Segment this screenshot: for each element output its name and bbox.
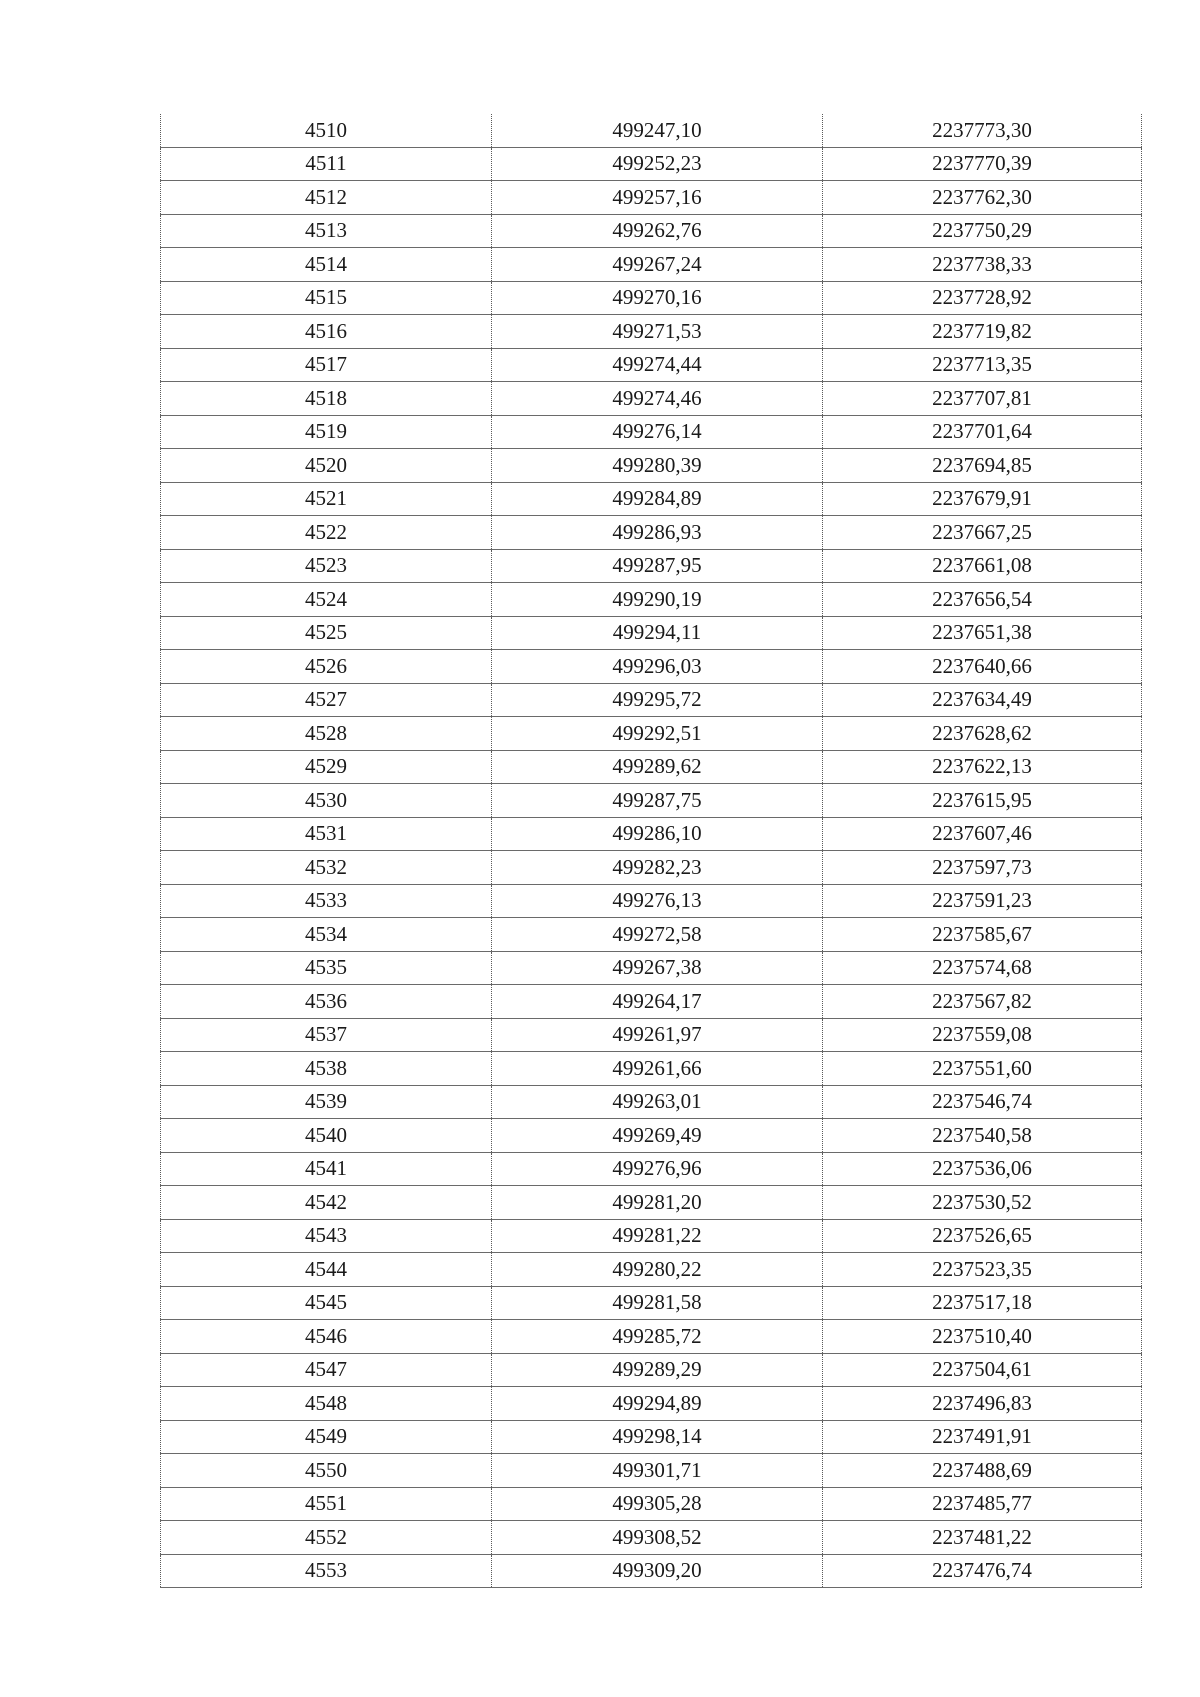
point-number-cell: 4542 — [161, 1186, 492, 1220]
y-coordinate-cell: 2237591,23 — [823, 884, 1142, 918]
table-row — [161, 382, 1142, 416]
point-number-cell: 4540 — [161, 1119, 492, 1153]
table-row — [161, 985, 1142, 1019]
point-number-cell: 4510 — [161, 114, 492, 147]
x-coordinate-cell: 499287,75 — [492, 784, 823, 818]
table-row — [161, 1521, 1142, 1555]
table-row — [161, 147, 1142, 181]
point-number-cell: 4514 — [161, 248, 492, 282]
x-coordinate-cell: 499309,20 — [492, 1554, 823, 1588]
x-coordinate-cell: 499287,95 — [492, 549, 823, 583]
table-row — [161, 449, 1142, 483]
point-number-cell: 4544 — [161, 1253, 492, 1287]
point-number-cell: 4533 — [161, 884, 492, 918]
point-number-cell: 4521 — [161, 482, 492, 516]
y-coordinate-cell: 2237738,33 — [823, 248, 1142, 282]
table-row — [161, 281, 1142, 315]
y-coordinate-cell: 2237496,83 — [823, 1387, 1142, 1421]
x-coordinate-cell: 499295,72 — [492, 683, 823, 717]
x-coordinate-cell: 499272,58 — [492, 918, 823, 952]
x-coordinate-cell: 499261,66 — [492, 1052, 823, 1086]
point-number-cell: 4536 — [161, 985, 492, 1019]
table-row — [161, 482, 1142, 516]
x-coordinate-cell: 499276,14 — [492, 415, 823, 449]
point-number-cell: 4550 — [161, 1454, 492, 1488]
y-coordinate-cell: 2237540,58 — [823, 1119, 1142, 1153]
table-row — [161, 1353, 1142, 1387]
x-coordinate-cell: 499280,22 — [492, 1253, 823, 1287]
table-row — [161, 549, 1142, 583]
y-coordinate-cell: 2237597,73 — [823, 851, 1142, 885]
y-coordinate-cell: 2237762,30 — [823, 181, 1142, 215]
point-number-cell: 4517 — [161, 348, 492, 382]
y-coordinate-cell: 2237491,91 — [823, 1420, 1142, 1454]
x-coordinate-cell: 499294,89 — [492, 1387, 823, 1421]
y-coordinate-cell: 2237476,74 — [823, 1554, 1142, 1588]
x-coordinate-cell: 499296,03 — [492, 650, 823, 684]
table-row — [161, 1286, 1142, 1320]
point-number-cell: 4531 — [161, 817, 492, 851]
table-row — [161, 851, 1142, 885]
table-row — [161, 214, 1142, 248]
y-coordinate-cell: 2237661,08 — [823, 549, 1142, 583]
table-row — [161, 1387, 1142, 1421]
x-coordinate-cell: 499252,23 — [492, 147, 823, 181]
x-coordinate-cell: 499289,62 — [492, 750, 823, 784]
point-number-cell: 4532 — [161, 851, 492, 885]
y-coordinate-cell: 2237679,91 — [823, 482, 1142, 516]
point-number-cell: 4515 — [161, 281, 492, 315]
table-row — [161, 114, 1142, 147]
y-coordinate-cell: 2237530,52 — [823, 1186, 1142, 1220]
x-coordinate-cell: 499289,29 — [492, 1353, 823, 1387]
table-row — [161, 1152, 1142, 1186]
x-coordinate-cell: 499298,14 — [492, 1420, 823, 1454]
point-number-cell: 4528 — [161, 717, 492, 751]
x-coordinate-cell: 499286,93 — [492, 516, 823, 550]
table-row — [161, 817, 1142, 851]
point-number-cell: 4538 — [161, 1052, 492, 1086]
x-coordinate-cell: 499247,10 — [492, 114, 823, 147]
point-number-cell: 4539 — [161, 1085, 492, 1119]
table-row — [161, 1487, 1142, 1521]
x-coordinate-cell: 499286,10 — [492, 817, 823, 851]
x-coordinate-cell: 499261,97 — [492, 1018, 823, 1052]
table-row — [161, 918, 1142, 952]
y-coordinate-cell: 2237719,82 — [823, 315, 1142, 349]
x-coordinate-cell: 499264,17 — [492, 985, 823, 1019]
point-number-cell: 4548 — [161, 1387, 492, 1421]
point-number-cell: 4547 — [161, 1353, 492, 1387]
table-row — [161, 315, 1142, 349]
x-coordinate-cell: 499281,58 — [492, 1286, 823, 1320]
table-row — [161, 616, 1142, 650]
point-number-cell: 4545 — [161, 1286, 492, 1320]
point-number-cell: 4516 — [161, 315, 492, 349]
coordinates-table — [160, 114, 1142, 1588]
point-number-cell: 4549 — [161, 1420, 492, 1454]
point-number-cell: 4520 — [161, 449, 492, 483]
table-row — [161, 1085, 1142, 1119]
table-row — [161, 750, 1142, 784]
y-coordinate-cell: 2237728,92 — [823, 281, 1142, 315]
table-row — [161, 683, 1142, 717]
y-coordinate-cell: 2237701,64 — [823, 415, 1142, 449]
x-coordinate-cell: 499284,89 — [492, 482, 823, 516]
x-coordinate-cell: 499262,76 — [492, 214, 823, 248]
table-row — [161, 583, 1142, 617]
table-row — [161, 348, 1142, 382]
point-number-cell: 4526 — [161, 650, 492, 684]
x-coordinate-cell: 499281,20 — [492, 1186, 823, 1220]
table-row — [161, 784, 1142, 818]
y-coordinate-cell: 2237707,81 — [823, 382, 1142, 416]
y-coordinate-cell: 2237694,85 — [823, 449, 1142, 483]
point-number-cell: 4519 — [161, 415, 492, 449]
table-row — [161, 1320, 1142, 1354]
x-coordinate-cell: 499257,16 — [492, 181, 823, 215]
x-coordinate-cell: 499308,52 — [492, 1521, 823, 1555]
y-coordinate-cell: 2237773,30 — [823, 114, 1142, 147]
y-coordinate-cell: 2237536,06 — [823, 1152, 1142, 1186]
table-row — [161, 717, 1142, 751]
x-coordinate-cell: 499281,22 — [492, 1219, 823, 1253]
y-coordinate-cell: 2237615,95 — [823, 784, 1142, 818]
y-coordinate-cell: 2237551,60 — [823, 1052, 1142, 1086]
y-coordinate-cell: 2237510,40 — [823, 1320, 1142, 1354]
x-coordinate-cell: 499267,24 — [492, 248, 823, 282]
point-number-cell: 4534 — [161, 918, 492, 952]
y-coordinate-cell: 2237481,22 — [823, 1521, 1142, 1555]
y-coordinate-cell: 2237628,62 — [823, 717, 1142, 751]
table-row — [161, 1253, 1142, 1287]
point-number-cell: 4523 — [161, 549, 492, 583]
y-coordinate-cell: 2237574,68 — [823, 951, 1142, 985]
table-row — [161, 1018, 1142, 1052]
point-number-cell: 4543 — [161, 1219, 492, 1253]
point-number-cell: 4553 — [161, 1554, 492, 1588]
x-coordinate-cell: 499276,96 — [492, 1152, 823, 1186]
y-coordinate-cell: 2237567,82 — [823, 985, 1142, 1019]
x-coordinate-cell: 499301,71 — [492, 1454, 823, 1488]
y-coordinate-cell: 2237523,35 — [823, 1253, 1142, 1287]
table-row — [161, 1454, 1142, 1488]
table-row — [161, 1554, 1142, 1588]
y-coordinate-cell: 2237651,38 — [823, 616, 1142, 650]
y-coordinate-cell: 2237770,39 — [823, 147, 1142, 181]
x-coordinate-cell: 499276,13 — [492, 884, 823, 918]
y-coordinate-cell: 2237634,49 — [823, 683, 1142, 717]
y-coordinate-cell: 2237656,54 — [823, 583, 1142, 617]
y-coordinate-cell: 2237607,46 — [823, 817, 1142, 851]
y-coordinate-cell: 2237546,74 — [823, 1085, 1142, 1119]
point-number-cell: 4551 — [161, 1487, 492, 1521]
coordinates-table-body — [161, 114, 1142, 1588]
point-number-cell: 4524 — [161, 583, 492, 617]
table-row — [161, 1420, 1142, 1454]
point-number-cell: 4511 — [161, 147, 492, 181]
point-number-cell: 4525 — [161, 616, 492, 650]
table-row — [161, 415, 1142, 449]
table-row — [161, 1219, 1142, 1253]
table-row — [161, 516, 1142, 550]
y-coordinate-cell: 2237622,13 — [823, 750, 1142, 784]
x-coordinate-cell: 499270,16 — [492, 281, 823, 315]
x-coordinate-cell: 499269,49 — [492, 1119, 823, 1153]
x-coordinate-cell: 499280,39 — [492, 449, 823, 483]
point-number-cell: 4527 — [161, 683, 492, 717]
table-row — [161, 1052, 1142, 1086]
point-number-cell: 4518 — [161, 382, 492, 416]
table-row — [161, 884, 1142, 918]
point-number-cell: 4552 — [161, 1521, 492, 1555]
x-coordinate-cell: 499294,11 — [492, 616, 823, 650]
y-coordinate-cell: 2237713,35 — [823, 348, 1142, 382]
table-row — [161, 181, 1142, 215]
y-coordinate-cell: 2237559,08 — [823, 1018, 1142, 1052]
point-number-cell: 4535 — [161, 951, 492, 985]
y-coordinate-cell: 2237585,67 — [823, 918, 1142, 952]
y-coordinate-cell: 2237517,18 — [823, 1286, 1142, 1320]
table-row — [161, 951, 1142, 985]
table-row — [161, 650, 1142, 684]
x-coordinate-cell: 499292,51 — [492, 717, 823, 751]
x-coordinate-cell: 499263,01 — [492, 1085, 823, 1119]
point-number-cell: 4546 — [161, 1320, 492, 1354]
y-coordinate-cell: 2237504,61 — [823, 1353, 1142, 1387]
x-coordinate-cell: 499267,38 — [492, 951, 823, 985]
table-row — [161, 248, 1142, 282]
table-row — [161, 1119, 1142, 1153]
x-coordinate-cell: 499305,28 — [492, 1487, 823, 1521]
point-number-cell: 4530 — [161, 784, 492, 818]
point-number-cell: 4537 — [161, 1018, 492, 1052]
x-coordinate-cell: 499282,23 — [492, 851, 823, 885]
y-coordinate-cell: 2237667,25 — [823, 516, 1142, 550]
y-coordinate-cell: 2237526,65 — [823, 1219, 1142, 1253]
y-coordinate-cell: 2237485,77 — [823, 1487, 1142, 1521]
table-row — [161, 1186, 1142, 1220]
x-coordinate-cell: 499290,19 — [492, 583, 823, 617]
point-number-cell: 4541 — [161, 1152, 492, 1186]
point-number-cell: 4529 — [161, 750, 492, 784]
x-coordinate-cell: 499274,44 — [492, 348, 823, 382]
y-coordinate-cell: 2237488,69 — [823, 1454, 1142, 1488]
y-coordinate-cell: 2237750,29 — [823, 214, 1142, 248]
point-number-cell: 4513 — [161, 214, 492, 248]
x-coordinate-cell: 499271,53 — [492, 315, 823, 349]
point-number-cell: 4522 — [161, 516, 492, 550]
point-number-cell: 4512 — [161, 181, 492, 215]
x-coordinate-cell: 499285,72 — [492, 1320, 823, 1354]
y-coordinate-cell: 2237640,66 — [823, 650, 1142, 684]
x-coordinate-cell: 499274,46 — [492, 382, 823, 416]
